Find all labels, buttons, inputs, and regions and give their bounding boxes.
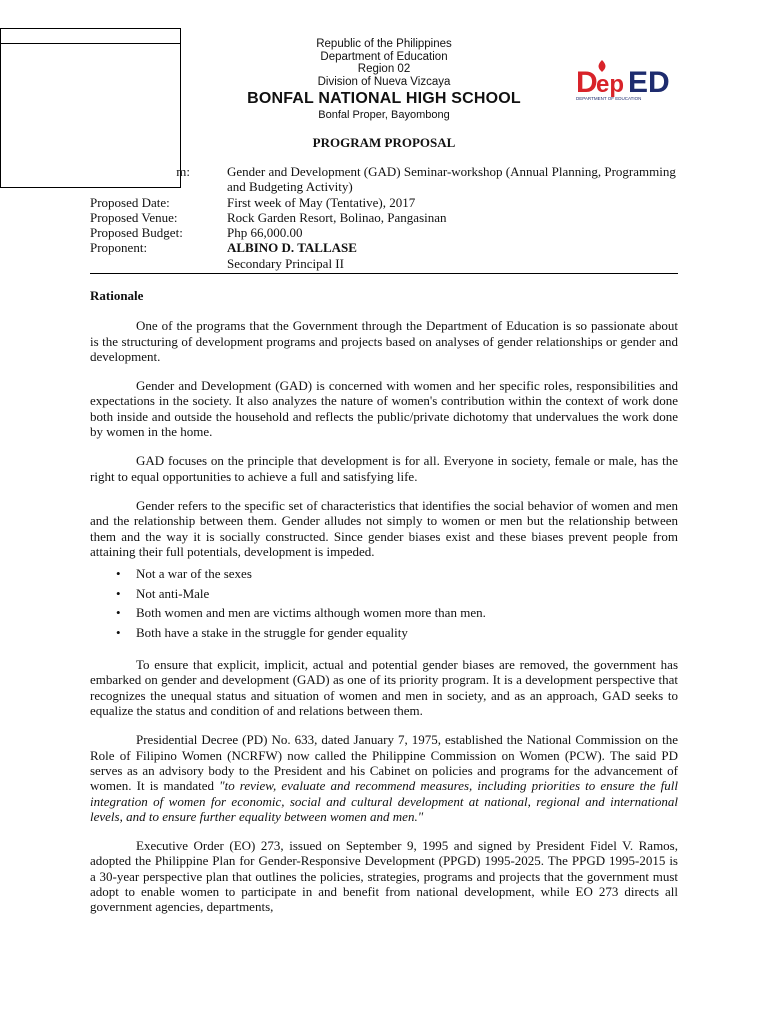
info-row-proponent (90, 240, 680, 255)
document-title: PROGRAM PROPOSAL (312, 135, 456, 150)
info-row-budget (90, 225, 680, 240)
letterhead (200, 38, 568, 122)
program-label: m: (176, 164, 191, 179)
deped-logo (574, 58, 694, 104)
info-row-date (90, 195, 680, 210)
rationale-paragraph-7: Executive Order (EO) 273, issued on September 9, 1995 and signed by President Fidel V. Ramos, adopted the Philippine Plan for Gender-Responsive Development (PPGD) 1995-2025. The PPGD 1995-2015 is a 30-year perspective plan that outlines the policies, strategies, programs and projects that the government must adopt to enable women to participate in and benefit from national development, while EO 273 directs all government agencies, departments, (90, 838, 678, 915)
program-value: Gender and Development (GAD) Seminar-workshop (Annual Planning, Programming and Budgeting Activity) (227, 164, 676, 195)
header-line-division: Division of Nueva Vizcaya (317, 75, 451, 88)
venue-label: Proposed Venue: (90, 209, 178, 225)
svg-text:ep: ep (596, 71, 625, 98)
list-item: • Both have a stake in the struggle for gender equality (136, 623, 678, 643)
svg-text:DEPARTMENT OF EDUCATION: DEPARTMENT OF EDUCATION (576, 96, 642, 101)
school-address: Bonfal Proper, Bayombong (318, 109, 450, 121)
gad-bullet-list (90, 564, 678, 642)
rationale-paragraph-6 (90, 732, 678, 824)
info-row-proponent-title (90, 256, 680, 271)
header-line-region: Region 02 (357, 63, 411, 75)
proposal-info-table (90, 164, 680, 271)
svg-text:D: D (576, 66, 598, 99)
rationale-section (90, 288, 678, 929)
rationale-paragraph-5: To ensure that explicit, implicit, actual and potential gender biases are removed, the government has embarked on gender and development (GAD) as one of its priority program. It is a development perspective that recognizes the unequal status and situation of women and men in society, and as an approach, GAD seeks to equalize the status and condition of and relations between them. (90, 657, 678, 719)
info-row-venue (90, 210, 680, 225)
pcw-mandate-quote: "to review, evaluate and recommend measures, including priorities to ensure the full integration of women for economic, social and cultural development at national, regional and international levels, and to ensure further equality between women and men." (90, 778, 678, 824)
budget-value: Php 66,000.00 (227, 225, 303, 241)
list-item: • Not anti-Male (136, 584, 678, 604)
header-line-department: Department of Education (320, 50, 448, 63)
rationale-paragraph-1: One of the programs that the Government through the Department of Education is so passionate about is the structuring of development programs and projects based on analyses of gender relationships or gender and development. (90, 318, 678, 364)
rationale-paragraph-4: Gender refers to the specific set of characteristics that identifies the social behavior of women and men and the relationship between them. Gender alludes not simply to women or men but the relationship between them and the way it is socially constructed. Since gender biases exist and these biases prevent people from attaining their full potentials, development is impeded. (90, 497, 678, 559)
proponent-title: Secondary Principal II (227, 255, 344, 271)
rationale-paragraph-3: GAD focuses on the principle that development is for all. Everyone in society, female or male, has the right to equal opportunities to achieve a full and satisfying life. (90, 453, 678, 484)
rationale-heading: Rationale (90, 288, 144, 303)
list-item: • Not a war of the sexes (136, 564, 678, 584)
venue-value: Rock Garden Resort, Bolinao, Pangasinan (227, 209, 447, 225)
budget-label: Proposed Budget: (90, 225, 183, 241)
rationale-paragraph-2: Gender and Development (GAD) is concerned with women and her specific roles, responsibilities and expectations in the society. It also analyzes the nature of women's contribution within the context of work done both inside and outside the household and reflects the public/private dichotomy that undervalues the work done by women in the home. (90, 378, 678, 440)
date-label: Proposed Date: (90, 194, 170, 210)
info-row-program (90, 164, 680, 195)
pd-633-text: Presidential Decree (PD) No. 633, dated January 7, 1975, established the National Commission on the Role of Filipino Women (NCRFW) now called the Philippine Commission on Women (PCW). The said PD serves as an advisory body to the President and his Cabinet on policies and programs for the advancement of women. It is mandated (90, 732, 678, 794)
header-divider (90, 273, 678, 274)
date-value: First week of May (Tentative), 2017 (227, 194, 416, 210)
proponent-label: Proponent: (90, 240, 148, 256)
list-item: • Both women and men are victims although women more than men. (136, 603, 678, 623)
school-name: BONFAL NATIONAL HIGH SCHOOL (247, 90, 521, 107)
svg-text:ED: ED (628, 66, 670, 99)
header-line-republic: Republic of the Philippines (316, 38, 452, 50)
proponent-name: ALBINO D. TALLASE (227, 240, 357, 256)
photo-box-divider (1, 43, 180, 44)
